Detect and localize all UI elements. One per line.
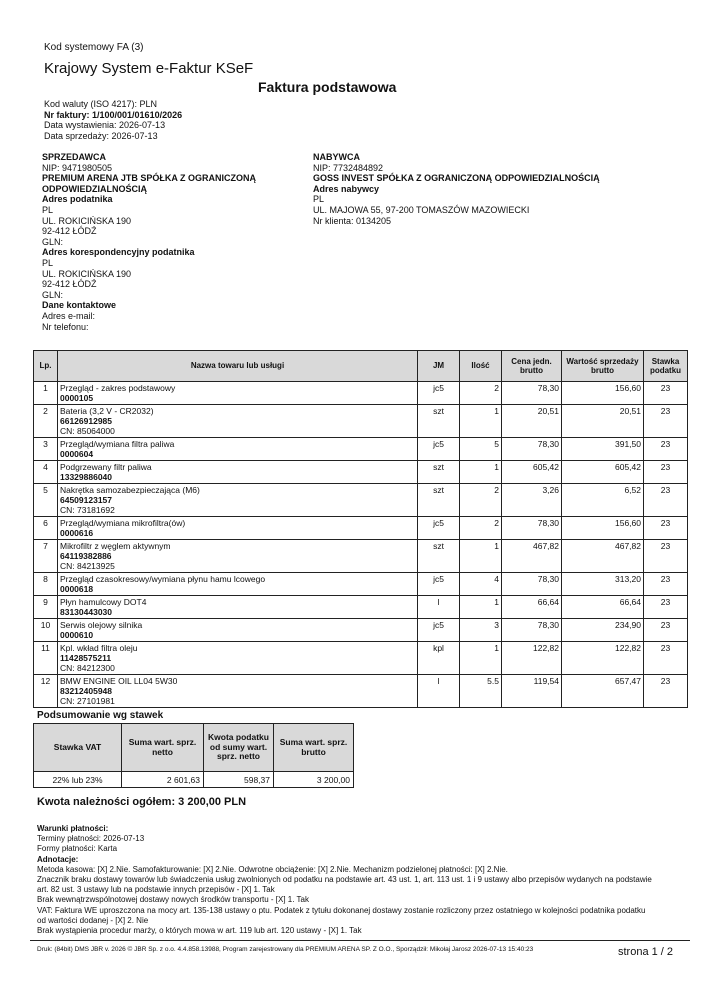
item-cn-code: CN: 73181692	[60, 505, 115, 515]
seller-corr-gln: GLN:	[42, 289, 64, 300]
table-row	[34, 438, 688, 461]
buyer-block	[313, 152, 600, 226]
item-gross-value: 391,50	[562, 438, 644, 461]
item-code: 0000616	[60, 528, 94, 538]
item-gross-value: 605,42	[562, 461, 644, 484]
seller-block	[42, 152, 256, 332]
item-vat-rate: 23	[644, 573, 688, 596]
item-code: 11428575211	[60, 653, 112, 663]
annotation-line-2: Znacznik braku dostawy towarów lub świadczenia usług zwolnionych od podatku na podstawie art. 43 ust. 1, art. 113 ust. 1 i 9 ustawy albo przepisów wydanych na podstawie	[37, 875, 652, 885]
summary-vat-rate: 22% lub 23%	[34, 772, 122, 788]
system-code: Kod systemowy FA (3)	[44, 42, 144, 53]
payment-heading: Warunki płatności:	[37, 824, 109, 833]
item-name: Mikrofiltr z węglem aktywnym	[60, 541, 171, 551]
summary-header-row	[34, 724, 354, 772]
item-description	[58, 596, 418, 619]
annotation-line-4: Brak wewnątrzwspólnotowej dostawy nowych środków transportu - [X] 1. Tak	[37, 895, 309, 905]
item-lp: 8	[34, 573, 58, 596]
item-name: Bateria (3,2 V - CR2032)	[60, 406, 154, 416]
item-vat-rate: 23	[644, 438, 688, 461]
item-unit: szt	[418, 540, 460, 573]
item-qty: 3	[460, 619, 502, 642]
item-qty: 1	[460, 540, 502, 573]
item-unit-price: 20,51	[502, 405, 562, 438]
item-vat-rate: 23	[644, 596, 688, 619]
item-unit-price: 78,30	[502, 573, 562, 596]
item-unit-price: 605,42	[502, 461, 562, 484]
item-code: 0000105	[60, 393, 94, 403]
item-lp: 11	[34, 642, 58, 675]
item-qty: 5	[460, 438, 502, 461]
item-lp: 10	[34, 619, 58, 642]
annotation-line-5: VAT: Faktura WE uproszczona na mocy art. 135-138 ustawy o ptu. Podatek z tytułu dokonanej dostawy zostanie rozliczony przez ostatniego w kolejności podatnika podatku	[37, 905, 646, 915]
item-unit: kpl	[418, 642, 460, 675]
col-header-unit-price: Cena jedn. brutto	[502, 351, 562, 382]
item-cn-code: CN: 85064000	[60, 426, 115, 436]
item-code: 0000618	[60, 584, 94, 594]
item-gross-value: 20,51	[562, 405, 644, 438]
item-code: 83212405948	[60, 686, 113, 696]
item-unit: jc5	[418, 619, 460, 642]
item-lp: 9	[34, 596, 58, 619]
item-lp: 1	[34, 382, 58, 405]
item-vat-rate: 23	[644, 540, 688, 573]
item-name: Kpl. wkład filtra oleju	[60, 643, 138, 653]
item-gross-value: 6,52	[562, 484, 644, 517]
seller-corr-country: PL	[42, 257, 54, 268]
item-vat-rate: 23	[644, 642, 688, 675]
summary-net: 2 601,63	[122, 772, 204, 788]
item-cn-code: CN: 27101981	[60, 696, 115, 706]
col-header-vat-rate: Stawka podatku	[644, 351, 688, 382]
table-row	[34, 573, 688, 596]
item-qty: 5.5	[460, 675, 502, 708]
item-gross-value: 657,47	[562, 675, 644, 708]
buyer-address-heading: Adres nabywcy	[313, 183, 380, 194]
item-description	[58, 540, 418, 573]
buyer-heading: NABYWCA	[313, 152, 360, 162]
item-unit-price: 467,82	[502, 540, 562, 573]
item-code: 0000604	[60, 449, 94, 459]
item-unit: jc5	[418, 573, 460, 596]
item-unit: szt	[418, 405, 460, 438]
item-description	[58, 461, 418, 484]
summary-row	[34, 772, 354, 788]
sale-date: Data sprzedaży: 2026-07-13	[44, 130, 158, 141]
item-description	[58, 438, 418, 461]
col-header-gross-value: Wartość sprzedaży brutto	[562, 351, 644, 382]
item-gross-value: 66,64	[562, 596, 644, 619]
item-cn-code: CN: 84212300	[60, 663, 115, 673]
item-unit-price: 78,30	[502, 438, 562, 461]
item-vat-rate: 23	[644, 382, 688, 405]
system-name: Krajowy System e-Faktur KSeF	[44, 60, 254, 77]
col-header-name: Nazwa towaru lub usługi	[58, 351, 418, 382]
table-row	[34, 596, 688, 619]
invoice-meta	[44, 99, 182, 141]
vat-summary-table	[33, 723, 354, 788]
item-lp: 4	[34, 461, 58, 484]
invoice-number: Nr faktury: 1/100/001/01610/2026	[44, 109, 183, 120]
seller-address-heading: Adres podatnika	[42, 194, 113, 205]
item-gross-value: 467,82	[562, 540, 644, 573]
summary-col-net: Suma wart. sprz. netto	[122, 724, 204, 772]
item-lp: 12	[34, 675, 58, 708]
annotation-line-6: od wartości dodanej - [X] 2. Nie	[37, 915, 149, 925]
item-description	[58, 517, 418, 540]
item-name: Przegląd - zakres podstawowy	[60, 383, 176, 393]
item-qty: 4	[460, 573, 502, 596]
item-description	[58, 642, 418, 675]
item-lp: 5	[34, 484, 58, 517]
item-unit: jc5	[418, 517, 460, 540]
item-code: 64119382886	[60, 551, 112, 561]
document-title: Faktura podstawowa	[258, 79, 397, 95]
item-name: Przegląd/wymiana filtra paliwa	[60, 439, 175, 449]
item-qty: 1	[460, 642, 502, 675]
item-unit: l	[418, 675, 460, 708]
summary-col-gross: Suma wart. sprz. brutto	[274, 724, 354, 772]
item-vat-rate: 23	[644, 405, 688, 438]
item-qty: 2	[460, 382, 502, 405]
summary-title: Podsumowanie wg stawek	[37, 710, 164, 721]
seller-country: PL	[42, 204, 54, 215]
item-unit-price: 78,30	[502, 382, 562, 405]
item-unit: jc5	[418, 438, 460, 461]
table-row	[34, 675, 688, 708]
summary-col-tax: Kwota podatku od sumy wart. sprz. netto	[204, 724, 274, 772]
seller-heading: SPRZEDAWCA	[42, 152, 107, 162]
item-unit-price: 78,30	[502, 619, 562, 642]
items-table	[33, 350, 688, 708]
item-description	[58, 619, 418, 642]
item-code: 64509123157	[60, 495, 113, 505]
col-header-lp: Lp.	[34, 351, 58, 382]
item-unit-price: 78,30	[502, 517, 562, 540]
item-gross-value: 156,60	[562, 517, 644, 540]
item-unit: szt	[418, 484, 460, 517]
item-code: 13329886040	[60, 472, 113, 482]
item-description	[58, 484, 418, 517]
item-vat-rate: 23	[644, 484, 688, 517]
item-qty: 2	[460, 517, 502, 540]
item-description	[58, 405, 418, 438]
item-description	[58, 573, 418, 596]
summary-tax: 598,37	[204, 772, 274, 788]
table-row	[34, 461, 688, 484]
seller-email: Adres e-mail:	[42, 310, 96, 321]
item-name: Nakrętka samozabezpieczająca (M6)	[60, 485, 200, 495]
item-qty: 1	[460, 405, 502, 438]
item-unit-price: 66,64	[502, 596, 562, 619]
col-header-qty: Ilość	[460, 351, 502, 382]
print-info: Druk: (84bit) DMS JBR v. 2026 © JBR Sp. z o.o. 4.4.858.13988, Program zarejestrowany dla PREMIUM ARENA SP. Z O.O., Sporządził: Mikołaj Jarosz 2026-07-13 15:40:23	[37, 946, 534, 953]
item-unit-price: 122,82	[502, 642, 562, 675]
item-description	[58, 382, 418, 405]
footer-divider	[30, 940, 690, 941]
item-vat-rate: 23	[644, 675, 688, 708]
item-unit: szt	[418, 461, 460, 484]
item-name: Płyn hamulcowy DOT4	[60, 597, 147, 607]
table-row	[34, 484, 688, 517]
table-row	[34, 619, 688, 642]
seller-street: UL. ROKICIŃSKA 190	[42, 215, 132, 226]
item-cn-code: CN: 84213925	[60, 561, 115, 571]
currency-code: Kod waluty (ISO 4217): PLN	[44, 99, 158, 109]
item-lp: 6	[34, 517, 58, 540]
table-row	[34, 382, 688, 405]
items-header-row	[34, 351, 688, 382]
item-qty: 1	[460, 461, 502, 484]
seller-corr-heading: Adres korespondencyjny podatnika	[42, 247, 195, 258]
buyer-nip: NIP: 7732484892	[313, 162, 384, 173]
annotation-line-7: Brak wystąpienia procedur marży, o których mowa w art. 119 lub art. 120 ustawy - [X] 1. Tak	[37, 926, 362, 936]
total-due: Kwota należności ogółem: 3 200,00 PLN	[37, 796, 247, 808]
seller-city: 92-412 ŁÓDŹ	[42, 226, 97, 237]
payment-block	[37, 824, 652, 936]
table-row	[34, 517, 688, 540]
seller-phone: Nr telefonu:	[42, 321, 89, 332]
buyer-client-number: Nr klienta: 0134205	[313, 215, 392, 226]
item-description	[58, 675, 418, 708]
item-qty: 1	[460, 596, 502, 619]
item-lp: 7	[34, 540, 58, 573]
annotations-heading: Adnotacje:	[37, 854, 79, 864]
summary-gross: 3 200,00	[274, 772, 354, 788]
seller-gln: GLN:	[42, 236, 64, 247]
item-code: 66126912985	[60, 416, 113, 426]
table-row	[34, 540, 688, 573]
item-code: 0000610	[60, 630, 94, 640]
seller-name-line2: ODPOWIEDZIALNOŚCIĄ	[42, 183, 147, 194]
item-gross-value: 156,60	[562, 382, 644, 405]
item-unit: jc5	[418, 382, 460, 405]
page-number: strona 1 / 2	[618, 946, 674, 958]
seller-corr-city: 92-412 ŁÓDŹ	[42, 279, 97, 290]
table-row	[34, 405, 688, 438]
item-name: Przegląd czasokresowy/wymiana płynu hamu lcowego	[60, 574, 266, 584]
item-code: 83130443030	[60, 607, 113, 617]
seller-name-line1: PREMIUM ARENA JTB SPÓŁKA Z OGRANICZONĄ	[42, 173, 257, 184]
seller-nip: NIP: 9471980505	[42, 162, 113, 173]
item-unit-price: 119,54	[502, 675, 562, 708]
seller-corr-street: UL. ROKICIŃSKA 190	[42, 268, 132, 279]
item-vat-rate: 23	[644, 517, 688, 540]
buyer-name: GOSS INVEST SPÓŁKA Z OGRANICZONĄ ODPOWIEDZIALNOŚCIĄ	[313, 173, 600, 184]
item-unit: l	[418, 596, 460, 619]
annotation-line-3: art. 82 ust. 3 ustawy lub na podstawie innych przepisów - [X] 1. Tak	[37, 885, 275, 895]
issue-date: Data wystawienia: 2026-07-13	[44, 120, 166, 130]
col-header-unit: JM	[418, 351, 460, 382]
item-name: BMW ENGINE OIL LL04 5W30	[60, 676, 178, 686]
item-gross-value: 313,20	[562, 573, 644, 596]
summary-col-vat-rate: Stawka VAT	[34, 724, 122, 772]
annotation-line-1: Metoda kasowa: [X] 2.Nie. Samofakturowanie: [X] 2.Nie. Odwrotne obciążenie: [X] 2.Nie. Mechanizm podzielonej płatności: [X] 2.Nie.	[37, 864, 508, 874]
item-gross-value: 234,90	[562, 619, 644, 642]
buyer-street: UL. MAJOWA 55, 97-200 TOMASZÓW MAZOWIECKI	[313, 204, 530, 215]
payment-terms: Terminy płatności: 2026-07-13	[37, 834, 145, 844]
item-name: Serwis olejowy silnika	[60, 620, 143, 630]
buyer-country: PL	[313, 194, 325, 205]
table-row	[34, 642, 688, 675]
item-gross-value: 122,82	[562, 642, 644, 675]
item-name: Podgrzewany filtr paliwa	[60, 462, 152, 472]
item-lp: 2	[34, 405, 58, 438]
item-lp: 3	[34, 438, 58, 461]
item-qty: 2	[460, 484, 502, 517]
payment-forms: Formy płatności: Karta	[37, 844, 118, 854]
item-vat-rate: 23	[644, 461, 688, 484]
item-vat-rate: 23	[644, 619, 688, 642]
seller-contact-heading: Dane kontaktowe	[42, 300, 117, 311]
item-name: Przegląd/wymiana mikrofiltra(ów)	[60, 518, 186, 528]
item-unit-price: 3,26	[502, 484, 562, 517]
